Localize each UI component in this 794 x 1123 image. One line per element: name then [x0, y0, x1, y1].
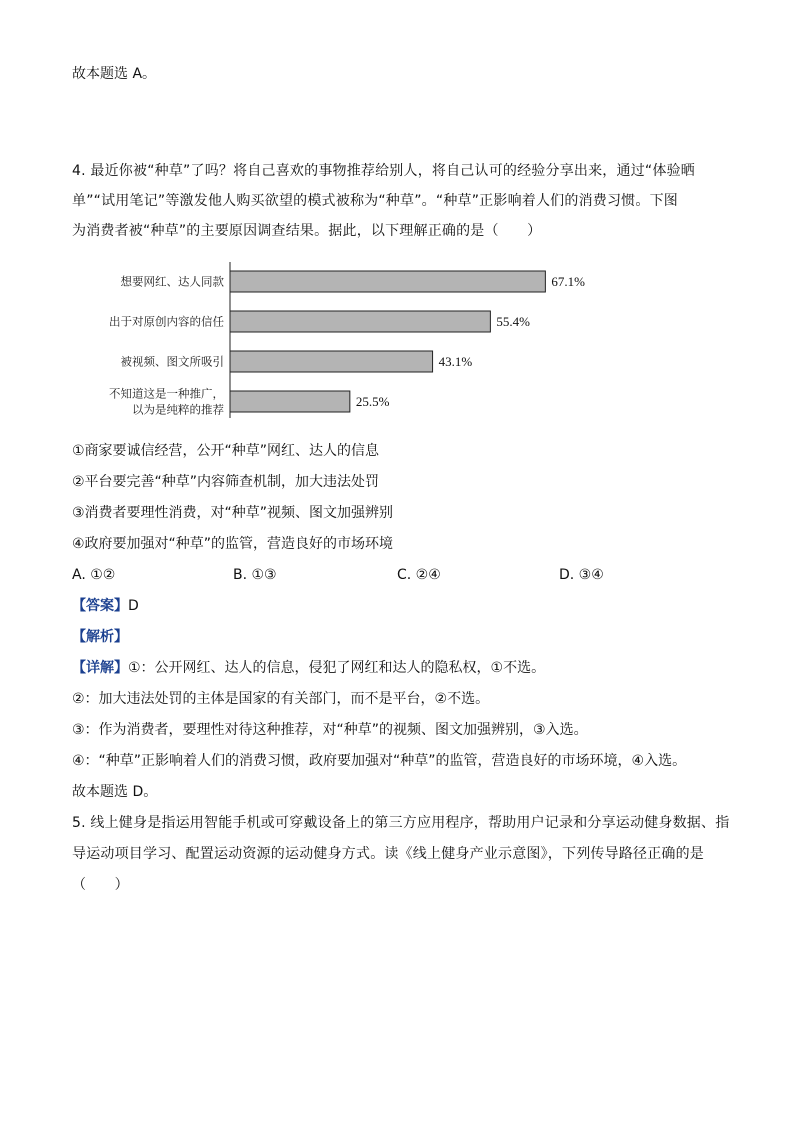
- q5-stem-line-1: 5. 线上健身是指运用智能手机或可穿戴设备上的第三方应用程序，帮助用户记录和分享运动健身数据、指: [72, 815, 730, 831]
- category-label-3: 被视频、图文所吸引: [120, 354, 224, 369]
- bar-2: [230, 311, 490, 332]
- q4-stem-line-1: 4. 最近你被“种草”了吗？将自己喜欢的事物推荐给别人，将自己认可的经验分享出来，通过“体验晒: [72, 163, 695, 179]
- statement-1: ①商家要诚信经营，公开“种草”网红、达人的信息: [72, 443, 380, 459]
- value-label-4: 25.5%: [355, 394, 390, 409]
- previous-conclusion: 故本题选 A。: [72, 66, 157, 82]
- q4-conclusion: 故本题选 D。: [72, 784, 158, 800]
- option-a: A. ①②: [72, 567, 116, 583]
- option-b: B. ①③: [233, 567, 277, 583]
- category-label-4-line-1: 不知道这是一种推广，: [109, 386, 224, 401]
- analysis-tag: 【解析】: [72, 629, 128, 645]
- q4-stem-line-2: 单”“试用笔记”等激发他人购买欲望的模式被称为“种草”。“种草”正影响着人们的消费习惯。下图: [72, 193, 678, 209]
- q5-stem-line-2: 导运动项目学习、配置运动资源的运动健身方式。读《线上健身产业示意图》，下列传导路径正确的是: [72, 846, 704, 862]
- q4-stem-line-3: 为消费者被“种草”的主要原因调查结果。据此，以下理解正确的是（ ）: [72, 223, 542, 239]
- detail-text-1: ①：公开网红、达人的信息，侵犯了网红和达人的隐私权，①不选。: [128, 660, 546, 676]
- statement-3: ③消费者要理性消费，对“种草”视频、图文加强辨别: [72, 505, 394, 521]
- category-label-4-line-2: 以为是纯粹的推荐: [132, 402, 224, 417]
- value-label-2: 55.4%: [496, 314, 530, 329]
- detail-line-3: ③：作为消费者，要理性对待这种推荐，对“种草”的视频、图文加强辨别，③入选。: [72, 722, 588, 738]
- statement-4: ④政府要加强对“种草”的监管，营造良好的市场环境: [72, 536, 394, 552]
- detail-line-4: ④：“种草”正影响着人们的消费习惯，政府要加强对“种草”的监管，营造良好的市场环境，④入选。: [72, 753, 687, 769]
- bar-1: [230, 271, 545, 292]
- value-label-3: 43.1%: [438, 354, 473, 369]
- detail-line-2: ②：加大违法处罚的主体是国家的有关部门，而不是平台，②不选。: [72, 691, 490, 707]
- answer-line: [72, 596, 139, 616]
- q5-stem-line-3: （ ）: [72, 877, 129, 893]
- option-d: D. ③④: [559, 567, 604, 583]
- answer-tag: 【答案】: [72, 598, 128, 614]
- detail-tag: 【详解】: [72, 660, 128, 676]
- bar-4: [230, 391, 350, 412]
- survey-bar-chart: [72, 258, 585, 418]
- bar-3: [230, 351, 433, 372]
- answer-value: D: [128, 598, 139, 614]
- analysis-line: [72, 627, 128, 647]
- option-c: C. ②④: [397, 567, 441, 583]
- statement-2: ②平台要完善“种草”内容筛查机制，加大违法处罚: [72, 474, 380, 490]
- category-label-1: 想要网红、达人同款: [120, 274, 224, 289]
- value-label-1: 67.1%: [551, 274, 585, 289]
- category-label-2: 出于对原创内容的信任: [109, 314, 224, 329]
- detail-line-1: [72, 658, 545, 678]
